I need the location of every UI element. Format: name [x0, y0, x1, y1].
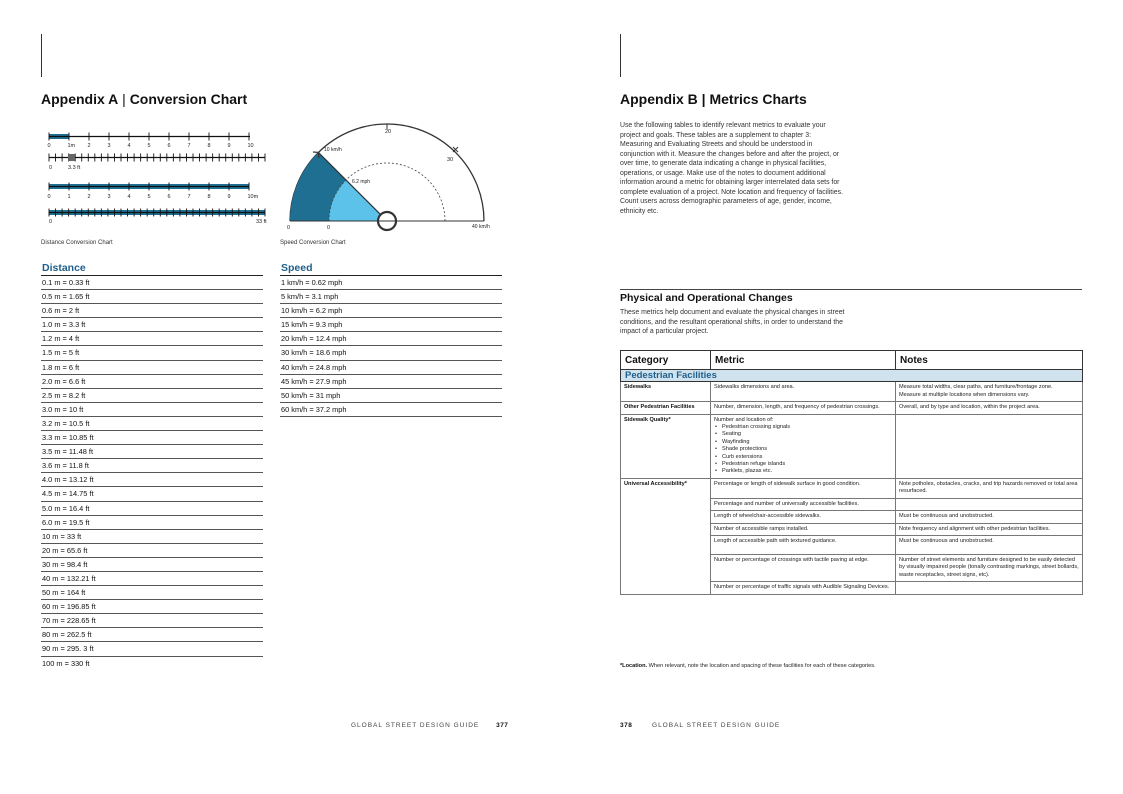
left-footer-book: GLOBAL STREET DESIGN GUIDE [351, 722, 480, 729]
sidewalk-quality-list [714, 424, 892, 476]
list-item: 20 m = 65.6 ft [41, 544, 263, 558]
row-metric: Number or percentage of traffic signals with Audible Signaling Devices. [711, 582, 896, 594]
list-item: 0.1 m = 0.33 ft [41, 276, 263, 290]
list-item: 2.0 m = 6.6 ft [41, 375, 263, 389]
list-item: 30 km/h = 18.6 mph [280, 346, 502, 360]
scale1-ft-label-1: 3.3 ft [68, 165, 81, 171]
table-row [621, 478, 1083, 498]
scale2-meter-labels [48, 194, 259, 200]
scale-label: 4 [127, 143, 131, 149]
list-item: 1.8 m = 6 ft [41, 361, 263, 375]
footnote-label: *Location. [620, 663, 648, 669]
list-item: 50 km/h = 31 mph [280, 389, 502, 403]
distance-conversion-chart [40, 128, 265, 228]
appendix-a-title: Appendix A | Conversion Chart [41, 91, 248, 107]
list-item: 0.5 m = 1.65 ft [41, 290, 263, 304]
row-metric: Percentage and number of universally accessible facilities. [711, 498, 896, 510]
speed-label-zero-b: 0 [327, 225, 331, 231]
row-notes: Number of street elements and furniture designed to be easily detected by visually impaired people (tonally contrasting markings, street bollards, waste receptacles, street signs, etc). [896, 554, 1083, 581]
right-footer [620, 722, 780, 729]
row-notes: Note frequency and alignment with other pedestrian facilities. [896, 523, 1083, 535]
list-item: 5 km/h = 3.1 mph [280, 290, 502, 304]
scale-label: 3 [107, 143, 111, 149]
scale-label: 10 [247, 143, 254, 149]
row-metric: Length of wheelchair-accessible sidewalks. [711, 511, 896, 523]
speed-label-30: 30 [447, 157, 454, 163]
scale-label: 4 [127, 194, 131, 200]
row-notes: Note potholes, obstacles, cracks, and trip hazards removed or total area resurfaced. [896, 478, 1083, 498]
scale1-meter-labels [48, 143, 254, 149]
list-item: • Shade protections [722, 446, 892, 453]
scale-label: 6 [167, 194, 171, 200]
scale-label: 10m [247, 194, 259, 200]
section-heading: Physical and Operational Changes [620, 292, 793, 304]
scale-label: 1m [67, 143, 76, 149]
list-item: 20 km/h = 12.4 mph [280, 332, 502, 346]
list-item: • Seating [722, 431, 892, 438]
distance-rows [41, 276, 263, 671]
list-item: 45 km/h = 27.9 mph [280, 375, 502, 389]
speed-label-40kmh: 40 km/h [472, 224, 490, 230]
right-page-number: 378 [620, 722, 633, 729]
speed-tick-30 [453, 147, 458, 152]
scale-label: 2 [87, 143, 91, 149]
distance-conversion-list [41, 261, 263, 671]
appendix-b-title: Appendix B | Metrics Charts [620, 91, 807, 107]
list-item: 3.6 m = 11.8 ft [41, 459, 263, 473]
list-item: 100 m = 330 ft [42, 658, 90, 668]
list-item: 3.0 m = 10 ft [41, 403, 263, 417]
scale-label: 9 [227, 194, 231, 200]
metrics-table [620, 350, 1083, 595]
list-item: • Parklets, plazas etc. [722, 468, 892, 475]
speed-chart-caption: Speed Conversion Chart [280, 240, 346, 246]
row-notes [896, 414, 1083, 478]
row-category: Sidewalk Quality* [621, 414, 711, 478]
list-item: • Wayfinding [722, 439, 892, 446]
distance-chart-caption: Distance Conversion Chart [41, 240, 113, 246]
scale-label: 2 [87, 194, 91, 200]
list-item: 5.0 m = 16.4 ft [41, 502, 263, 516]
speed-rows [280, 276, 502, 417]
speed-conversion-chart [280, 120, 505, 235]
row-metric: Length of accessible path with textured guidance. [711, 535, 896, 554]
list-item: 4.5 m = 14.75 ft [41, 487, 263, 501]
row-metric: Number or percentage of crossings with tactile paving at edge. [711, 554, 896, 581]
list-item: 3.3 m = 10.85 ft [41, 431, 263, 445]
row-metric: Number of accessible ramps installed. [711, 523, 896, 535]
list-item: 1 km/h = 0.62 mph [280, 276, 502, 290]
list-item: 60 km/h = 37.2 mph [280, 403, 502, 417]
scale-label: 1 [67, 194, 71, 200]
metrics-header-row [621, 351, 1083, 370]
list-item: 10 km/h = 6.2 mph [280, 304, 502, 318]
row-category: Sidewalks [621, 382, 711, 402]
list-item: 40 m = 132.21 ft [41, 572, 263, 586]
pedestrian-facilities-subheading: Pedestrian Facilities [621, 370, 1083, 382]
left-margin-rule [41, 34, 42, 77]
scale-label: 6 [167, 143, 171, 149]
list-item: 50 m = 164 ft [41, 586, 263, 600]
row-notes [896, 498, 1083, 510]
table-row [621, 382, 1083, 402]
list-item: 4.0 m = 13.12 ft [41, 473, 263, 487]
right-margin-rule [620, 34, 621, 77]
speed-conversion-list [280, 261, 502, 417]
scale-label: 7 [187, 143, 191, 149]
row-metric: Sidewalks dimensions and area. [711, 382, 896, 402]
scale-label: 5 [147, 194, 151, 200]
list-item: 1.5 m = 5 ft [41, 346, 263, 360]
speed-label-62mph: 6.2 mph [352, 179, 371, 185]
left-footer [351, 722, 508, 729]
scale-label: 3 [107, 194, 111, 200]
list-item: 80 m = 262.5 ft [41, 628, 263, 642]
table-footnote [620, 663, 876, 669]
list-item: 1.2 m = 4 ft [41, 332, 263, 346]
row-metric: Number, dimension, length, and frequency of pedestrian crossings. [711, 402, 896, 414]
list-item: 1.0 m = 3.3 ft [41, 318, 263, 332]
row-notes: Measure total widths, clear paths, and furniture/frontage zone. Measure at multiple locations when dimensions vary. [896, 382, 1083, 402]
col-metric-header: Metric [711, 351, 896, 370]
scale-label: 9 [227, 143, 231, 149]
scale-label: 7 [187, 194, 191, 200]
list-item: 3.5 m = 11.48 ft [41, 445, 263, 459]
row-notes: Overall, and by type and location, within the project area. [896, 402, 1083, 414]
list-item: 60 m = 196.85 ft [41, 600, 263, 614]
scale-label: 8 [207, 194, 211, 200]
list-item: • Pedestrian refuge islands [722, 461, 892, 468]
list-item: 3.2 m = 10.5 ft [41, 417, 263, 431]
list-item: • Pedestrian crossing signals [722, 424, 892, 431]
list-item: 40 km/h = 24.8 mph [280, 361, 502, 375]
list-item: • Curb extensions [722, 454, 892, 461]
list-item: 6.0 m = 19.5 ft [41, 516, 263, 530]
row-notes: Must be continuous and unobstructed. [896, 535, 1083, 554]
scale-label: 8 [207, 143, 211, 149]
scale-label: 0 [47, 194, 51, 200]
speed-label-zero-a: 0 [287, 225, 291, 231]
col-category-header: Category [621, 351, 711, 370]
appendix-b-intro: Use the following tables to identify relevant metrics to evaluate your project and goals. These tables are a supplement to chapter 3: Measuring and Evaluating Streets and should be understood in conjunction with it. Measure the changes before and after the project, or over time, to generate data indicating a change in physical facilities, operations, or usage. Make use of the notes to document additional information around a metric for obtaining larger interrelated data sets for complete evaluation of a project. Note location and frequency of facilities. Count users across demographic parameters of age, gender, income, ethnicity etc. [620, 122, 843, 215]
scale1-ft-label-0: 0 [49, 165, 53, 171]
scale-label: 0 [47, 143, 51, 149]
right-footer-book: GLOBAL STREET DESIGN GUIDE [652, 722, 781, 729]
list-item: 15 km/h = 9.3 mph [280, 318, 502, 332]
speed-heading: Speed [280, 261, 502, 276]
row-category: Other Pedestrian Facilities [621, 402, 711, 414]
scale1-feet-marker [68, 154, 75, 161]
section-description: These metrics help document and evaluate the physical changes in street conditions, and the resultant operational shifts, in order to understand the impact of a particular project. [620, 309, 845, 335]
speed-label-20: 20 [385, 129, 392, 135]
list-item: 0.6 m = 2 ft [41, 304, 263, 318]
list-item: 10 m = 33 ft [41, 530, 263, 544]
footnote-text: When relevant, note the location and spacing of these facilities for each of these categories. [647, 663, 876, 669]
list-item: 90 m = 295. 3 ft [41, 642, 263, 656]
section-rule [620, 289, 1082, 290]
row-category: Universal Accessibility* [621, 478, 711, 594]
table-row [621, 414, 1083, 478]
table-row [621, 402, 1083, 414]
subheading-row [621, 370, 1083, 382]
row-notes: Must be continuous and unobstructed. [896, 511, 1083, 523]
list-item: 2.5 m = 8.2 ft [41, 389, 263, 403]
row-notes [896, 582, 1083, 594]
scale2-ft-label-0: 0 [49, 219, 53, 225]
list-item: 70 m = 228.65 ft [41, 614, 263, 628]
scale-label: 5 [147, 143, 151, 149]
row-metric: Percentage or length of sidewalk surface in good condition. [711, 478, 896, 498]
left-page-number: 377 [496, 722, 509, 729]
col-notes-header: Notes [896, 351, 1083, 370]
distance-heading: Distance [41, 261, 263, 276]
list-item: 30 m = 98.4 ft [41, 558, 263, 572]
scale2-ft-label-1: 33 ft [256, 219, 267, 225]
row-metric: Number and location of: • Pedestrian crossing signals • Seating • Wayfinding • Shade protections • Curb extensions • Pedestrian refuge islands • Parklets, plazas etc. [711, 414, 896, 478]
speed-label-10kmh: 10 km/h [324, 147, 342, 153]
